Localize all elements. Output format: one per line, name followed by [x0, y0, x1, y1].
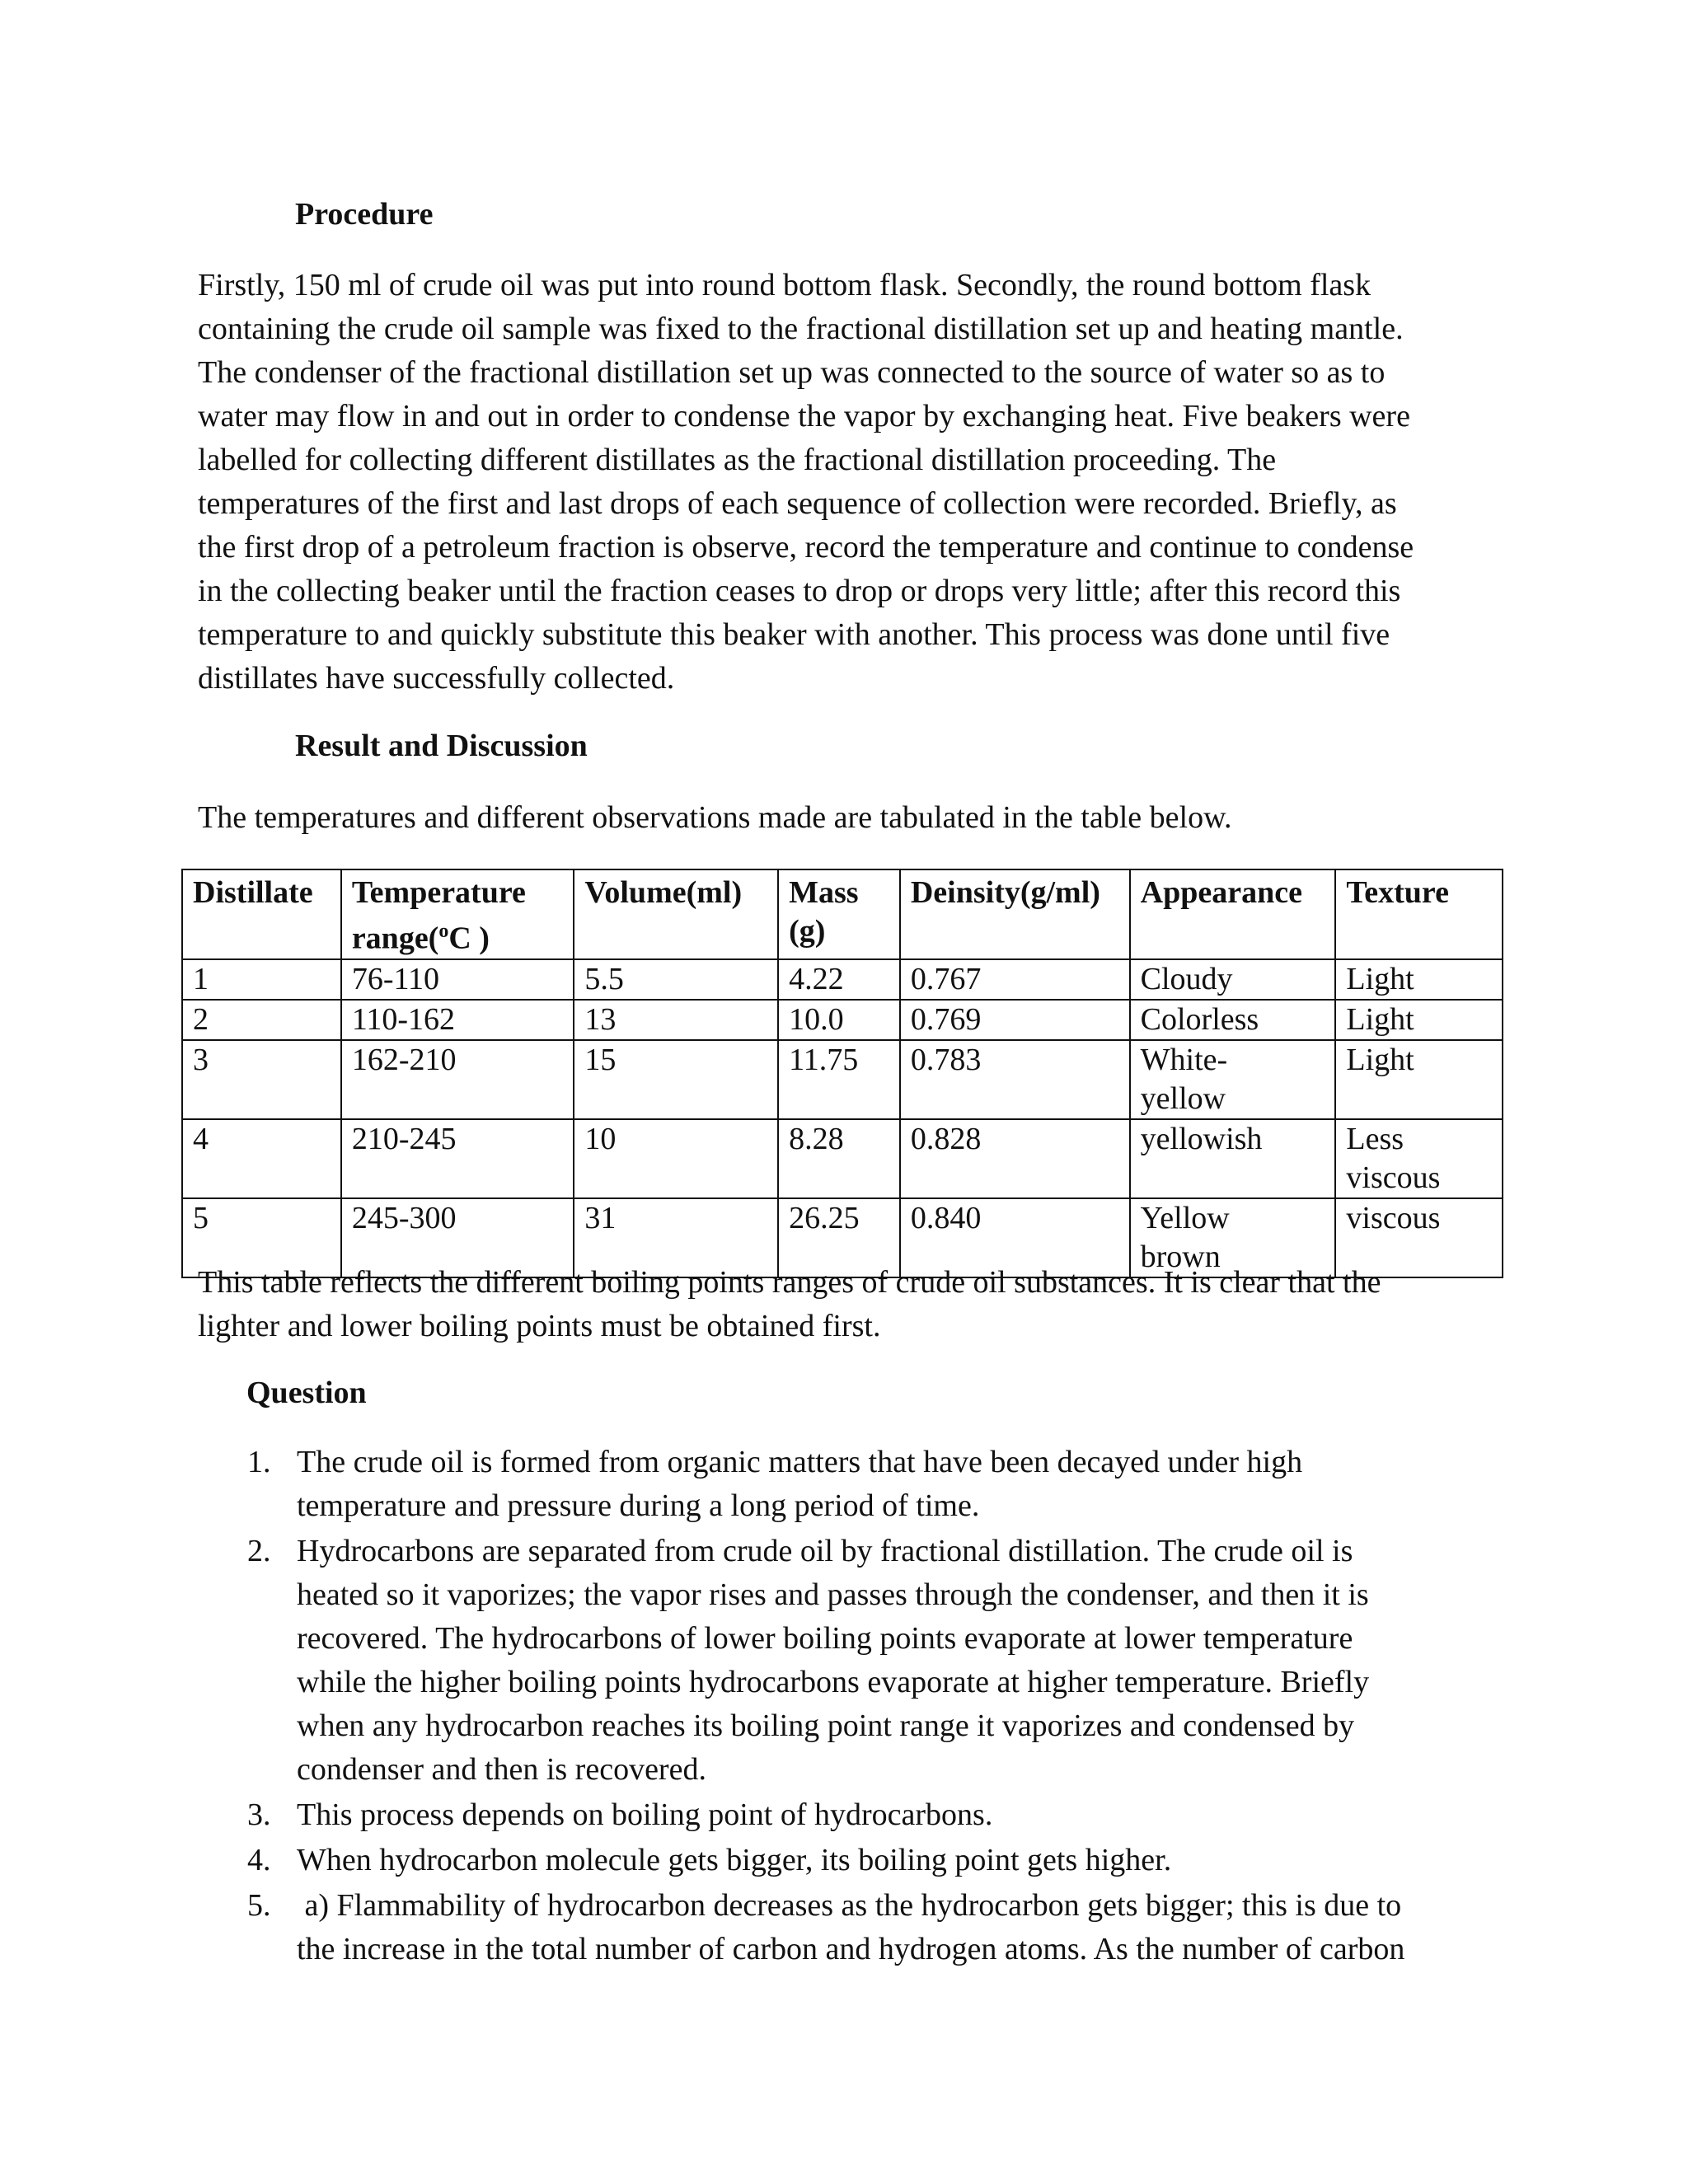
table-row: [182, 1000, 1503, 1040]
header-appearance: Appearance: [1130, 869, 1336, 959]
text-line: the first drop of a petroleum fraction is observe, record the temperature and continue to condense: [198, 530, 1414, 565]
cell-volume: 31: [574, 1198, 778, 1277]
cell-density: 0.769: [900, 1000, 1130, 1040]
cell-appearance: White- yellow: [1130, 1040, 1336, 1119]
question-heading: Question: [246, 1376, 367, 1410]
cell-density: 0.767: [900, 959, 1130, 1000]
cell-texture: Light: [1335, 959, 1503, 1000]
list-item: 4. When hydrocarbon molecule gets bigger, its boiling point gets higher.: [247, 1843, 1172, 1877]
text-line: distillates have successfully collected.: [198, 661, 675, 696]
cell-mass: 11.75: [778, 1040, 900, 1119]
cell-texture: Light: [1335, 1000, 1503, 1040]
cell-mass: 10.0: [778, 1000, 900, 1040]
cell-texture: viscous: [1335, 1198, 1503, 1277]
cell-volume: 5.5: [574, 959, 778, 1000]
procedure-paragraph: [198, 264, 1492, 701]
results-intro: [198, 796, 1492, 840]
cell-distillate: 4: [182, 1119, 341, 1198]
text-line: temperature to and quickly substitute this beaker with another. This process was done until five: [198, 617, 1390, 652]
cell-temperature: 76-110: [341, 959, 574, 1000]
cell-distillate: 3: [182, 1040, 341, 1119]
cell-distillate: 2: [182, 1000, 341, 1040]
cell-mass: 26.25: [778, 1198, 900, 1277]
header-distillate: Distillate: [182, 869, 341, 959]
question-list: [239, 1441, 1492, 1973]
text-line: lighter and lower boiling points must be obtained first.: [198, 1309, 881, 1343]
cell-mass: 8.28: [778, 1119, 900, 1198]
cell-texture: Light: [1335, 1040, 1503, 1119]
text-line: temperatures of the first and last drops of each sequence of collection were recorded. Briefly, as: [198, 486, 1397, 521]
list-item: 5. a) Flammability of hydrocarbon decreases as the hydrocarbon gets bigger; this is due to the increase in the total number of carbon and hydrogen atoms. As the number of carbon: [247, 1888, 1405, 1966]
header-texture: Texture: [1335, 869, 1503, 959]
cell-distillate: 5: [182, 1198, 341, 1277]
results-heading: Result and Discussion: [295, 729, 588, 763]
distillation-table: [181, 869, 1503, 1278]
cell-temperature: 245-300: [341, 1198, 574, 1277]
header-mass: Mass (g): [778, 869, 900, 959]
cell-volume: 13: [574, 1000, 778, 1040]
procedure-heading: Procedure: [295, 197, 434, 232]
text-line: The temperatures and different observations made are tabulated in the table below.: [198, 800, 1232, 835]
cell-appearance: Colorless: [1130, 1000, 1336, 1040]
table-row: [182, 1119, 1503, 1198]
cell-volume: 15: [574, 1040, 778, 1119]
cell-distillate: 1: [182, 959, 341, 1000]
header-temperature: Temperature range($^o$C ): [341, 869, 574, 959]
cell-appearance: Yellow brown: [1130, 1198, 1336, 1277]
cell-density: 0.840: [900, 1198, 1130, 1277]
text-line: Firstly, 150 ml of crude oil was put into round bottom flask. Secondly, the round bottom flask: [198, 268, 1372, 302]
table-discussion: [198, 1261, 1492, 1348]
list-item: 1. The crude oil is formed from organic matters that have been decayed under high temperature and pressure during a long period of time.: [247, 1445, 1303, 1523]
header-volume: Volume(ml): [574, 869, 778, 959]
cell-density: 0.828: [900, 1119, 1130, 1198]
cell-volume: 10: [574, 1119, 778, 1198]
cell-temperature: 210-245: [341, 1119, 574, 1198]
text-line: in the collecting beaker until the fraction ceases to drop or drops very little; after this record this: [198, 574, 1401, 608]
text-line: The condenser of the fractional distillation set up was connected to the source of water so as to: [198, 355, 1386, 390]
table-row: [182, 1040, 1503, 1119]
cell-temperature: 162-210: [341, 1040, 574, 1119]
list-item: 2. Hydrocarbons are separated from crude oil by fractional distillation. The crude oil is heated so it vaporizes; the vapor rises and passes through the condenser, and then it is recovered. The hydrocarbons of lower boiling points evaporate at lower temperature while the higher boiling points hydrocarbons evaporate at higher temperature. Briefly when any hydrocarbon reaches its boiling point range it vaporizes and condensed by condenser and then is recovered.: [247, 1534, 1370, 1787]
text-line: containing the crude oil sample was fixed to the fractional distillation set up and heating mantle.: [198, 312, 1404, 346]
cell-texture: Less viscous: [1335, 1119, 1503, 1198]
cell-mass: 4.22: [778, 959, 900, 1000]
text-line: labelled for collecting different distillates as the fractional distillation proceeding. The: [198, 443, 1277, 477]
table-header-row: [182, 869, 1503, 959]
header-density: Deinsity(g/ml): [900, 869, 1130, 959]
text-line: This table reflects the different boiling points ranges of crude oil substances. It is clear that the: [198, 1265, 1381, 1300]
cell-appearance: Cloudy: [1130, 959, 1336, 1000]
cell-temperature: 110-162: [341, 1000, 574, 1040]
list-item: 3. This process depends on boiling point of hydrocarbons.: [247, 1797, 993, 1832]
text-line: water may flow in and out in order to condense the vapor by exchanging heat. Five beakers were: [198, 399, 1410, 434]
cell-density: 0.783: [900, 1040, 1130, 1119]
cell-appearance: yellowish: [1130, 1119, 1336, 1198]
table-row: [182, 959, 1503, 1000]
